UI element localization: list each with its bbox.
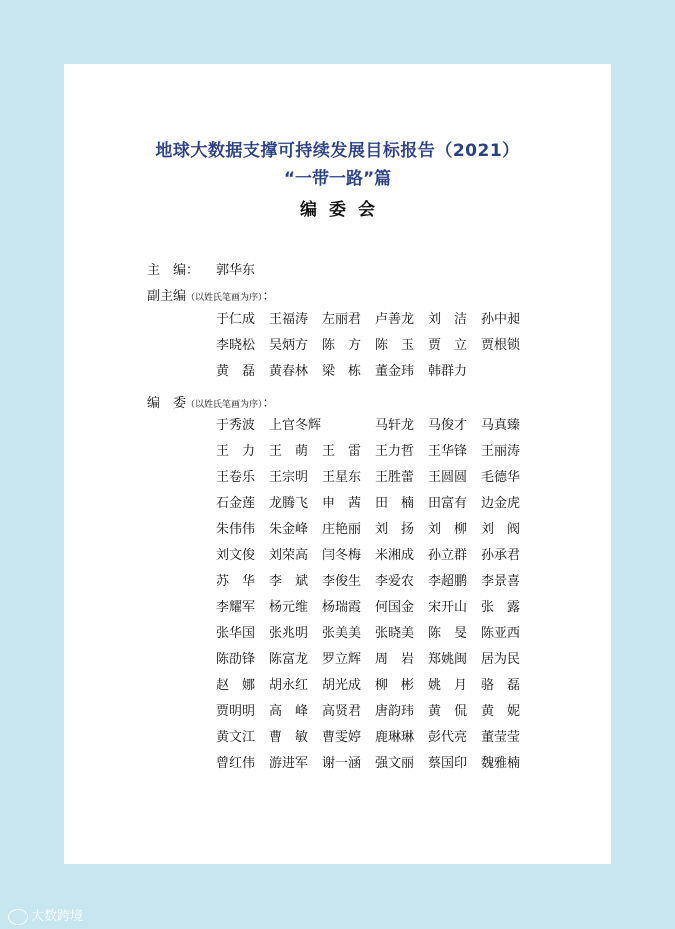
member-name: [322, 413, 375, 439]
member-name: 王圆圆: [428, 470, 468, 485]
member-name: 王卷乐: [216, 470, 256, 485]
member-name: 贾明明: [216, 704, 256, 719]
member-name: 骆 磊: [481, 678, 521, 693]
member-name: 刘 阀: [481, 522, 521, 537]
members-note: （以姓氏笔画为序）: [186, 400, 263, 410]
deputy-name: 于仁成: [216, 312, 256, 327]
members-colon: ：: [262, 396, 276, 411]
member-name: 马轩龙: [375, 418, 415, 433]
deputy-name: 刘 洁: [428, 312, 468, 327]
deputy-name: 梁 栋: [322, 364, 362, 379]
member-name: 唐韵玮: [375, 704, 415, 719]
report-title: 地球大数据支撑可持续发展目标报告（2021）: [155, 141, 520, 161]
member-name: 张美美: [322, 626, 362, 641]
member-name: 刘 柳: [428, 522, 468, 537]
member-name: 陈 旻: [428, 626, 468, 641]
member-name: 曾红伟: [216, 756, 256, 771]
member-name: 田富有: [428, 496, 468, 511]
member-name: 王 萌: [269, 444, 309, 459]
deputy-editor-heading: [147, 285, 276, 304]
member-name: 申 茜: [322, 496, 362, 511]
deputy-name: 陈 玉: [375, 338, 415, 353]
member-name: 胡光成: [322, 678, 362, 693]
member-name: 谢一涵: [322, 756, 362, 771]
watermark-logo-icon: [8, 909, 28, 925]
committee-heading: 编委会: [300, 200, 387, 220]
member-name: 郑姚闽: [428, 652, 468, 667]
deputy-editor-list: [216, 307, 536, 385]
member-name: 宋开山: [428, 600, 468, 615]
member-name: 魏雅楠: [481, 756, 521, 771]
chief-editor-label: 主 编：: [147, 263, 200, 278]
member-name: 李爱农: [375, 574, 415, 589]
member-name: 庄艳丽: [322, 522, 362, 537]
member-name: 朱伟伟: [216, 522, 256, 537]
deputy-editor-label: 副主编: [147, 289, 187, 304]
deputy-name: 左丽君: [322, 312, 362, 327]
member-name: 游进军: [269, 756, 309, 771]
document-page: [64, 64, 611, 864]
member-name: 李景喜: [481, 574, 521, 589]
deputy-name: 韩群力: [428, 364, 468, 379]
deputy-name: 孙中昶: [481, 312, 521, 327]
member-name: 高贤君: [322, 704, 362, 719]
member-name: 孙立群: [428, 548, 468, 563]
member-name: 龙腾飞: [269, 496, 309, 511]
member-name: 王华锋: [428, 444, 468, 459]
chief-editor-name: 郭华东: [216, 263, 256, 278]
member-name: 胡永红: [269, 678, 309, 693]
member-name: 王力哲: [375, 444, 415, 459]
member-name: 米湘成: [375, 548, 415, 563]
member-name: 张 露: [481, 600, 521, 615]
member-name: 苏 华: [216, 574, 256, 589]
member-name: 王 力: [216, 444, 256, 459]
member-name: 周 岩: [375, 652, 415, 667]
member-name: 张华国: [216, 626, 256, 641]
member-name: 李俊生: [322, 574, 362, 589]
member-name: 李 斌: [269, 574, 309, 589]
member-name: 高 峰: [269, 704, 309, 719]
member-name: 孙承君: [481, 548, 521, 563]
member-name: 张晓美: [375, 626, 415, 641]
deputy-editor-note: （以姓氏笔画为序）: [186, 293, 263, 303]
deputy-name: 吴炳方: [269, 338, 309, 353]
member-name: 张兆明: [269, 626, 309, 641]
member-name: 刘 扬: [375, 522, 415, 537]
member-name: 王宗明: [269, 470, 309, 485]
member-name: 陈劭锋: [216, 652, 256, 667]
member-name: 石金莲: [216, 496, 256, 511]
member-name: 董莹莹: [481, 730, 521, 745]
deputy-name: 董金玮: [375, 364, 415, 379]
member-name: 罗立辉: [322, 652, 362, 667]
member-name: 陈亚西: [481, 626, 521, 641]
member-name: 柳 彬: [375, 678, 415, 693]
deputy-name: [481, 359, 534, 385]
member-name: 杨元维: [269, 600, 309, 615]
deputy-name: 陈 方: [322, 338, 362, 353]
deputy-colon: ：: [262, 289, 276, 304]
member-name: 李超鹏: [428, 574, 468, 589]
member-name: 于秀波: [216, 418, 256, 433]
member-name: 黄 妮: [481, 704, 521, 719]
member-name: 刘文俊: [216, 548, 256, 563]
members-heading: [147, 392, 276, 411]
member-name: 马俊才: [428, 418, 468, 433]
member-name: 蔡国印: [428, 756, 468, 771]
member-name: 闫冬梅: [322, 548, 362, 563]
deputy-name: 黄春林: [269, 364, 309, 379]
members-label: 编 委: [147, 396, 187, 411]
member-name: 刘荣高: [269, 548, 309, 563]
member-name: 黄 侃: [428, 704, 468, 719]
member-name: 何国金: [375, 600, 415, 615]
member-name: 曹雯婷: [322, 730, 362, 745]
member-name: 彭代亮: [428, 730, 468, 745]
member-name: 姚 月: [428, 678, 468, 693]
report-subtitle: “一带一路”篇: [283, 169, 392, 189]
member-name: 上官冬辉: [269, 418, 322, 433]
member-name: 曹 敏: [269, 730, 309, 745]
member-name: 王 雷: [322, 444, 362, 459]
member-name: 鹿琳琳: [375, 730, 415, 745]
member-name: 赵 娜: [216, 678, 256, 693]
watermark: [8, 905, 83, 925]
member-name: 居为民: [481, 652, 521, 667]
member-name: 王星东: [322, 470, 362, 485]
member-name: 田 楠: [375, 496, 415, 511]
member-name: 陈富龙: [269, 652, 309, 667]
member-name: 强文丽: [375, 756, 415, 771]
member-name: 王胜蕾: [375, 470, 415, 485]
deputy-name: 李晓松: [216, 338, 256, 353]
deputy-name: 卢善龙: [375, 312, 415, 327]
member-name: 李耀军: [216, 600, 256, 615]
member-name: 王丽涛: [481, 444, 521, 459]
member-name: 马真臻: [481, 418, 521, 433]
deputy-name: 黄 磊: [216, 364, 256, 379]
member-name: 边金虎: [481, 496, 521, 511]
members-list: [216, 413, 536, 777]
watermark-text: 大数跨境: [31, 909, 84, 924]
member-name: 黄文江: [216, 730, 256, 745]
deputy-name: 贾 立: [428, 338, 468, 353]
deputy-name: 贾根锁: [481, 338, 521, 353]
member-name: 毛德华: [481, 470, 521, 485]
member-name: 杨瑞霞: [322, 600, 362, 615]
member-name: 朱金峰: [269, 522, 309, 537]
deputy-name: 王福涛: [269, 312, 309, 327]
